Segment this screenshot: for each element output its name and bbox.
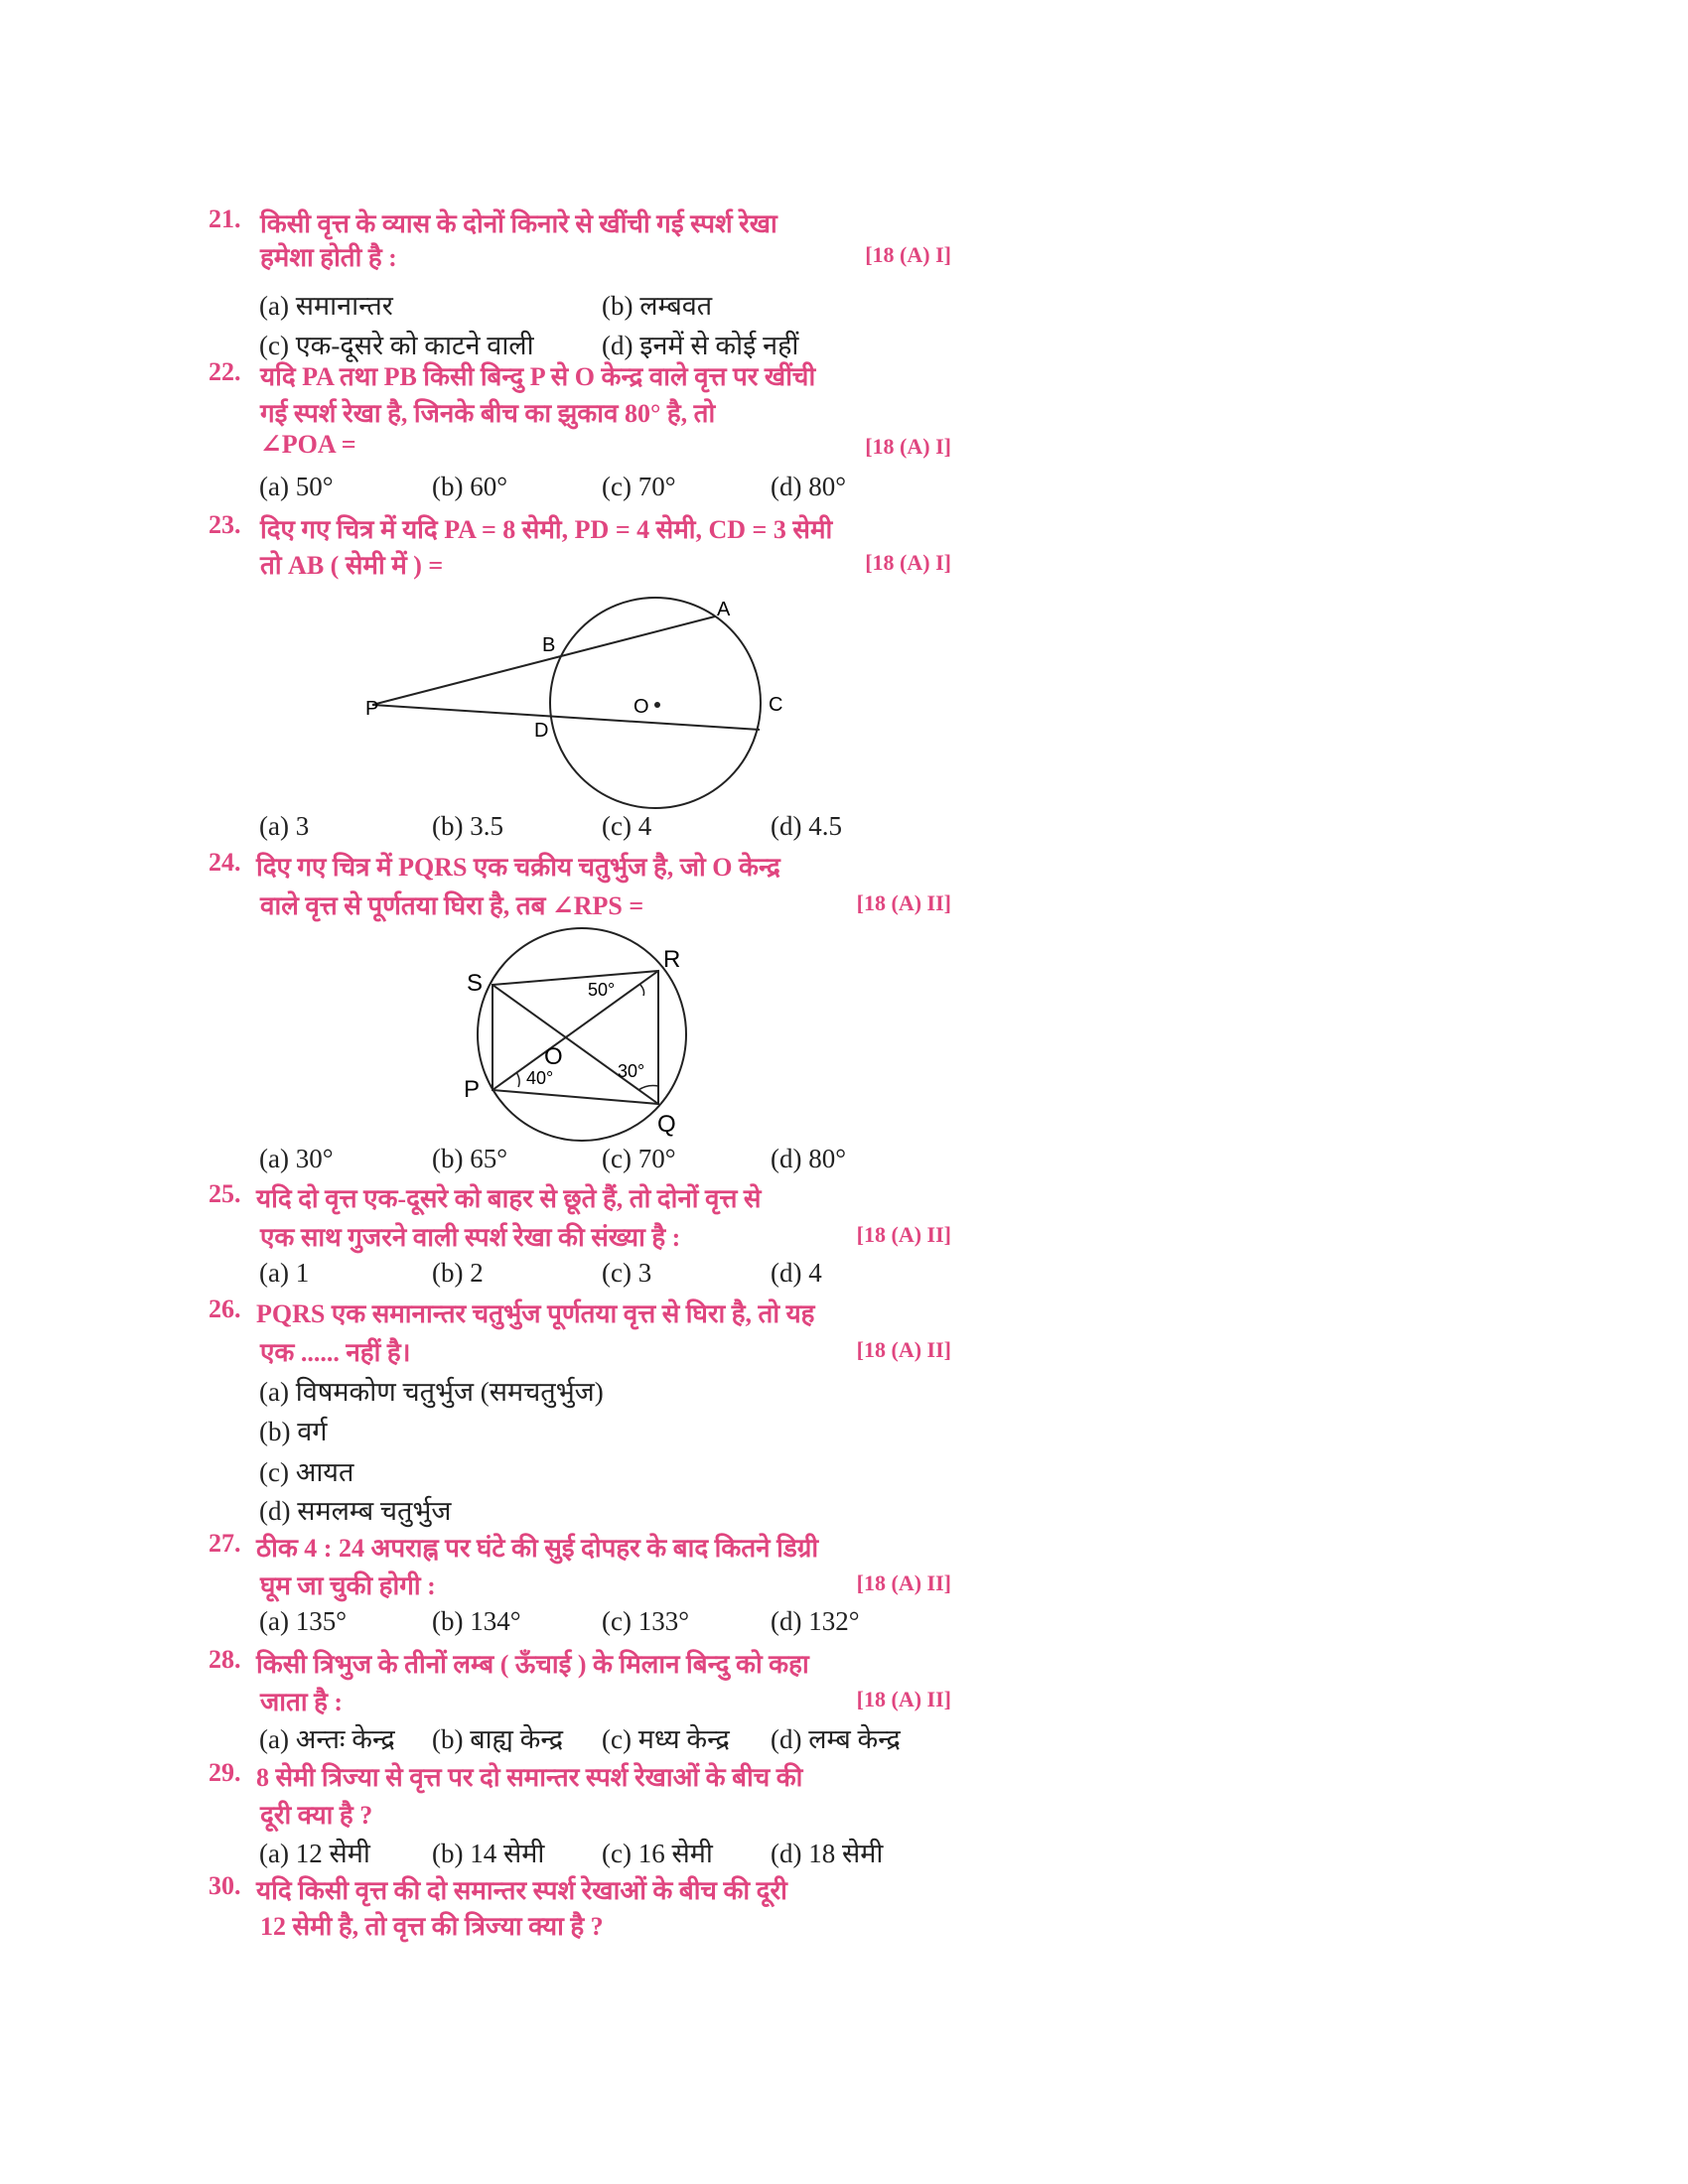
answer-option: (c) मध्य केन्द्र — [602, 1724, 730, 1754]
answer-option: (b) 14 सेमी — [432, 1839, 545, 1868]
answer-option: (a) 3 — [259, 811, 310, 841]
answer-option: (c) 16 सेमी — [602, 1839, 713, 1868]
question-text-line: किसी त्रिभुज के तीनों लम्ब ( ऊँचाई ) के मिलान बिन्दु को कहा — [256, 1650, 809, 1679]
answer-option: (a) 135° — [259, 1606, 348, 1636]
question-number: 22. — [209, 357, 241, 386]
question-number: 25. — [209, 1179, 241, 1208]
answer-option: (d) 80° — [771, 472, 847, 501]
exam-reference-tag: [18 (A) I] — [865, 242, 951, 267]
secant-pa — [372, 616, 715, 705]
answer-option: (d) लम्ब केन्द्र — [771, 1724, 901, 1754]
answer-option: (c) एक-दूसरे को काटने वाली — [259, 331, 534, 360]
secant-pc — [372, 705, 760, 730]
question-text-line: एक ...... नहीं है। — [260, 1338, 411, 1367]
answer-option: (b) वर्ग — [259, 1417, 328, 1446]
answer-option: (b) 134° — [432, 1606, 521, 1636]
question-text-line: ∠POA = — [260, 430, 356, 459]
question-text-line: ठीक 4 : 24 अपराह्न पर घंटे की सुई दोपहर के बाद कितने डिग्री — [256, 1534, 819, 1563]
question-text-line: दूरी क्या है ? — [260, 1801, 373, 1830]
answer-option: (c) आयत — [259, 1457, 354, 1487]
question-text-line: दिए गए चित्र में PQRS एक चक्रीय चतुर्भुज है, जो O केन्द्र — [256, 853, 780, 882]
label-p: P — [365, 698, 379, 720]
answer-option: (d) 4.5 — [771, 811, 842, 841]
answer-option: (b) 65° — [432, 1144, 508, 1173]
answer-option: (a) 12 सेमी — [259, 1839, 370, 1868]
question-number: 30. — [209, 1871, 241, 1900]
quadrilateral-pqrs — [492, 971, 658, 1104]
label-r: R — [663, 946, 681, 973]
question-number: 21. — [209, 205, 241, 233]
answer-option: (a) समानान्तर — [259, 291, 393, 321]
question-number: 23. — [209, 510, 241, 539]
question-number: 24. — [209, 848, 241, 877]
question-text-line: किसी वृत्त के व्यास के दोनों किनारे से खींची गई स्पर्श रेखा — [260, 209, 777, 238]
question-text-line: 12 सेमी है, तो वृत्त की त्रिज्या क्या है ? — [260, 1912, 604, 1941]
question-number: 29. — [209, 1758, 241, 1787]
label-a: A — [717, 599, 731, 620]
answer-option: (a) 1 — [259, 1258, 310, 1288]
label-q: Q — [657, 1111, 676, 1138]
question-text-line: तो AB ( सेमी में ) = — [260, 551, 444, 580]
answer-option: (c) 70° — [602, 1144, 676, 1173]
center-dot — [654, 702, 660, 708]
question-text-line: 8 सेमी त्रिज्या से वृत्त पर दो समान्तर स्पर्श रेखाओं के बीच की — [256, 1763, 803, 1792]
answer-option: (c) 133° — [602, 1606, 690, 1636]
question-text-line: वाले वृत्त से पूर्णतया घिरा है, तब ∠RPS = — [260, 891, 644, 920]
answer-option: (b) 3.5 — [432, 811, 503, 841]
question-number: 28. — [209, 1645, 241, 1674]
label-b: B — [542, 634, 556, 656]
question-text-line: यदि PA तथा PB किसी बिन्दु P से O केन्द्र वाले वृत्त पर खींची — [260, 362, 816, 391]
label-p: P — [464, 1076, 481, 1103]
answer-option: (a) विषमकोण चतुर्भुज (समचतुर्भुज) — [259, 1377, 604, 1407]
exam-reference-tag: [18 (A) II] — [856, 1337, 951, 1362]
question-text-line: दिए गए चित्र में यदि PA = 8 सेमी, PD = 4 सेमी, CD = 3 सेमी — [260, 515, 833, 544]
question-text-line: PQRS एक समानान्तर चतुर्भुज पूर्णतया वृत्त से घिरा है, तो यह — [256, 1299, 815, 1328]
label-d: D — [534, 720, 549, 742]
question-text-line: घूम जा चुकी होगी : — [260, 1571, 436, 1600]
label-s: S — [467, 970, 484, 997]
answer-option: (a) 50° — [259, 472, 334, 501]
question-text-line: हमेशा होती है : — [260, 243, 397, 272]
question-number: 26. — [209, 1295, 241, 1323]
answer-option: (d) 80° — [771, 1144, 847, 1173]
question-text-line: यदि दो वृत्त एक-दूसरे को बाहर से छूते हैं, तो दोनों वृत्त से — [256, 1184, 762, 1213]
answer-option: (c) 70° — [602, 472, 676, 501]
answer-option: (c) 3 — [602, 1258, 652, 1288]
answer-option: (b) 2 — [432, 1258, 484, 1288]
angle-30: 30° — [618, 1061, 645, 1081]
answer-option: (b) लम्बवत — [602, 291, 713, 321]
exam-reference-tag: [18 (A) I] — [865, 550, 951, 575]
answer-option: (b) बाह्य केन्द्र — [432, 1724, 564, 1754]
answer-option: (d) इनमें से कोई नहीं — [602, 331, 799, 360]
answer-option: (d) समलम्ब चतुर्भुज — [259, 1496, 452, 1526]
answer-option: (a) अन्तः केन्द्र — [259, 1724, 395, 1754]
exam-reference-tag: [18 (A) II] — [856, 1222, 951, 1247]
answer-option: (d) 18 सेमी — [771, 1839, 884, 1868]
angle-40: 40° — [526, 1068, 554, 1088]
answer-option: (d) 132° — [771, 1606, 860, 1636]
circle — [478, 928, 686, 1141]
question-text-line: यदि किसी वृत्त की दो समान्तर स्पर्श रेखाओं के बीच की दूरी — [256, 1876, 787, 1905]
label-o: O — [544, 1043, 563, 1070]
exam-reference-tag: [18 (A) II] — [856, 1687, 951, 1711]
exam-reference-tag: [18 (A) I] — [865, 434, 951, 459]
label-o: O — [633, 696, 649, 718]
answer-option: (b) 60° — [432, 472, 508, 501]
angle-50: 50° — [588, 980, 616, 1000]
diagonal-sq — [492, 985, 658, 1104]
answer-option: (c) 4 — [602, 811, 652, 841]
answer-option: (d) 4 — [771, 1258, 822, 1288]
exam-reference-tag: [18 (A) II] — [856, 1570, 951, 1595]
answer-option: (a) 30° — [259, 1144, 334, 1173]
label-c: C — [769, 694, 783, 716]
question-text-line: जाता है : — [260, 1688, 344, 1716]
question-number: 27. — [209, 1529, 241, 1558]
question-text-line: एक साथ गुजरने वाली स्पर्श रेखा की संख्या है : — [260, 1223, 681, 1252]
figure-q23-circle-secants — [338, 586, 814, 824]
figure-q24-cyclic-quadrilateral — [457, 923, 705, 1152]
exam-reference-tag: [18 (A) II] — [856, 890, 951, 915]
question-text-line: गई स्पर्श रेखा है, जिनके बीच का झुकाव 80° है, तो — [260, 399, 716, 428]
